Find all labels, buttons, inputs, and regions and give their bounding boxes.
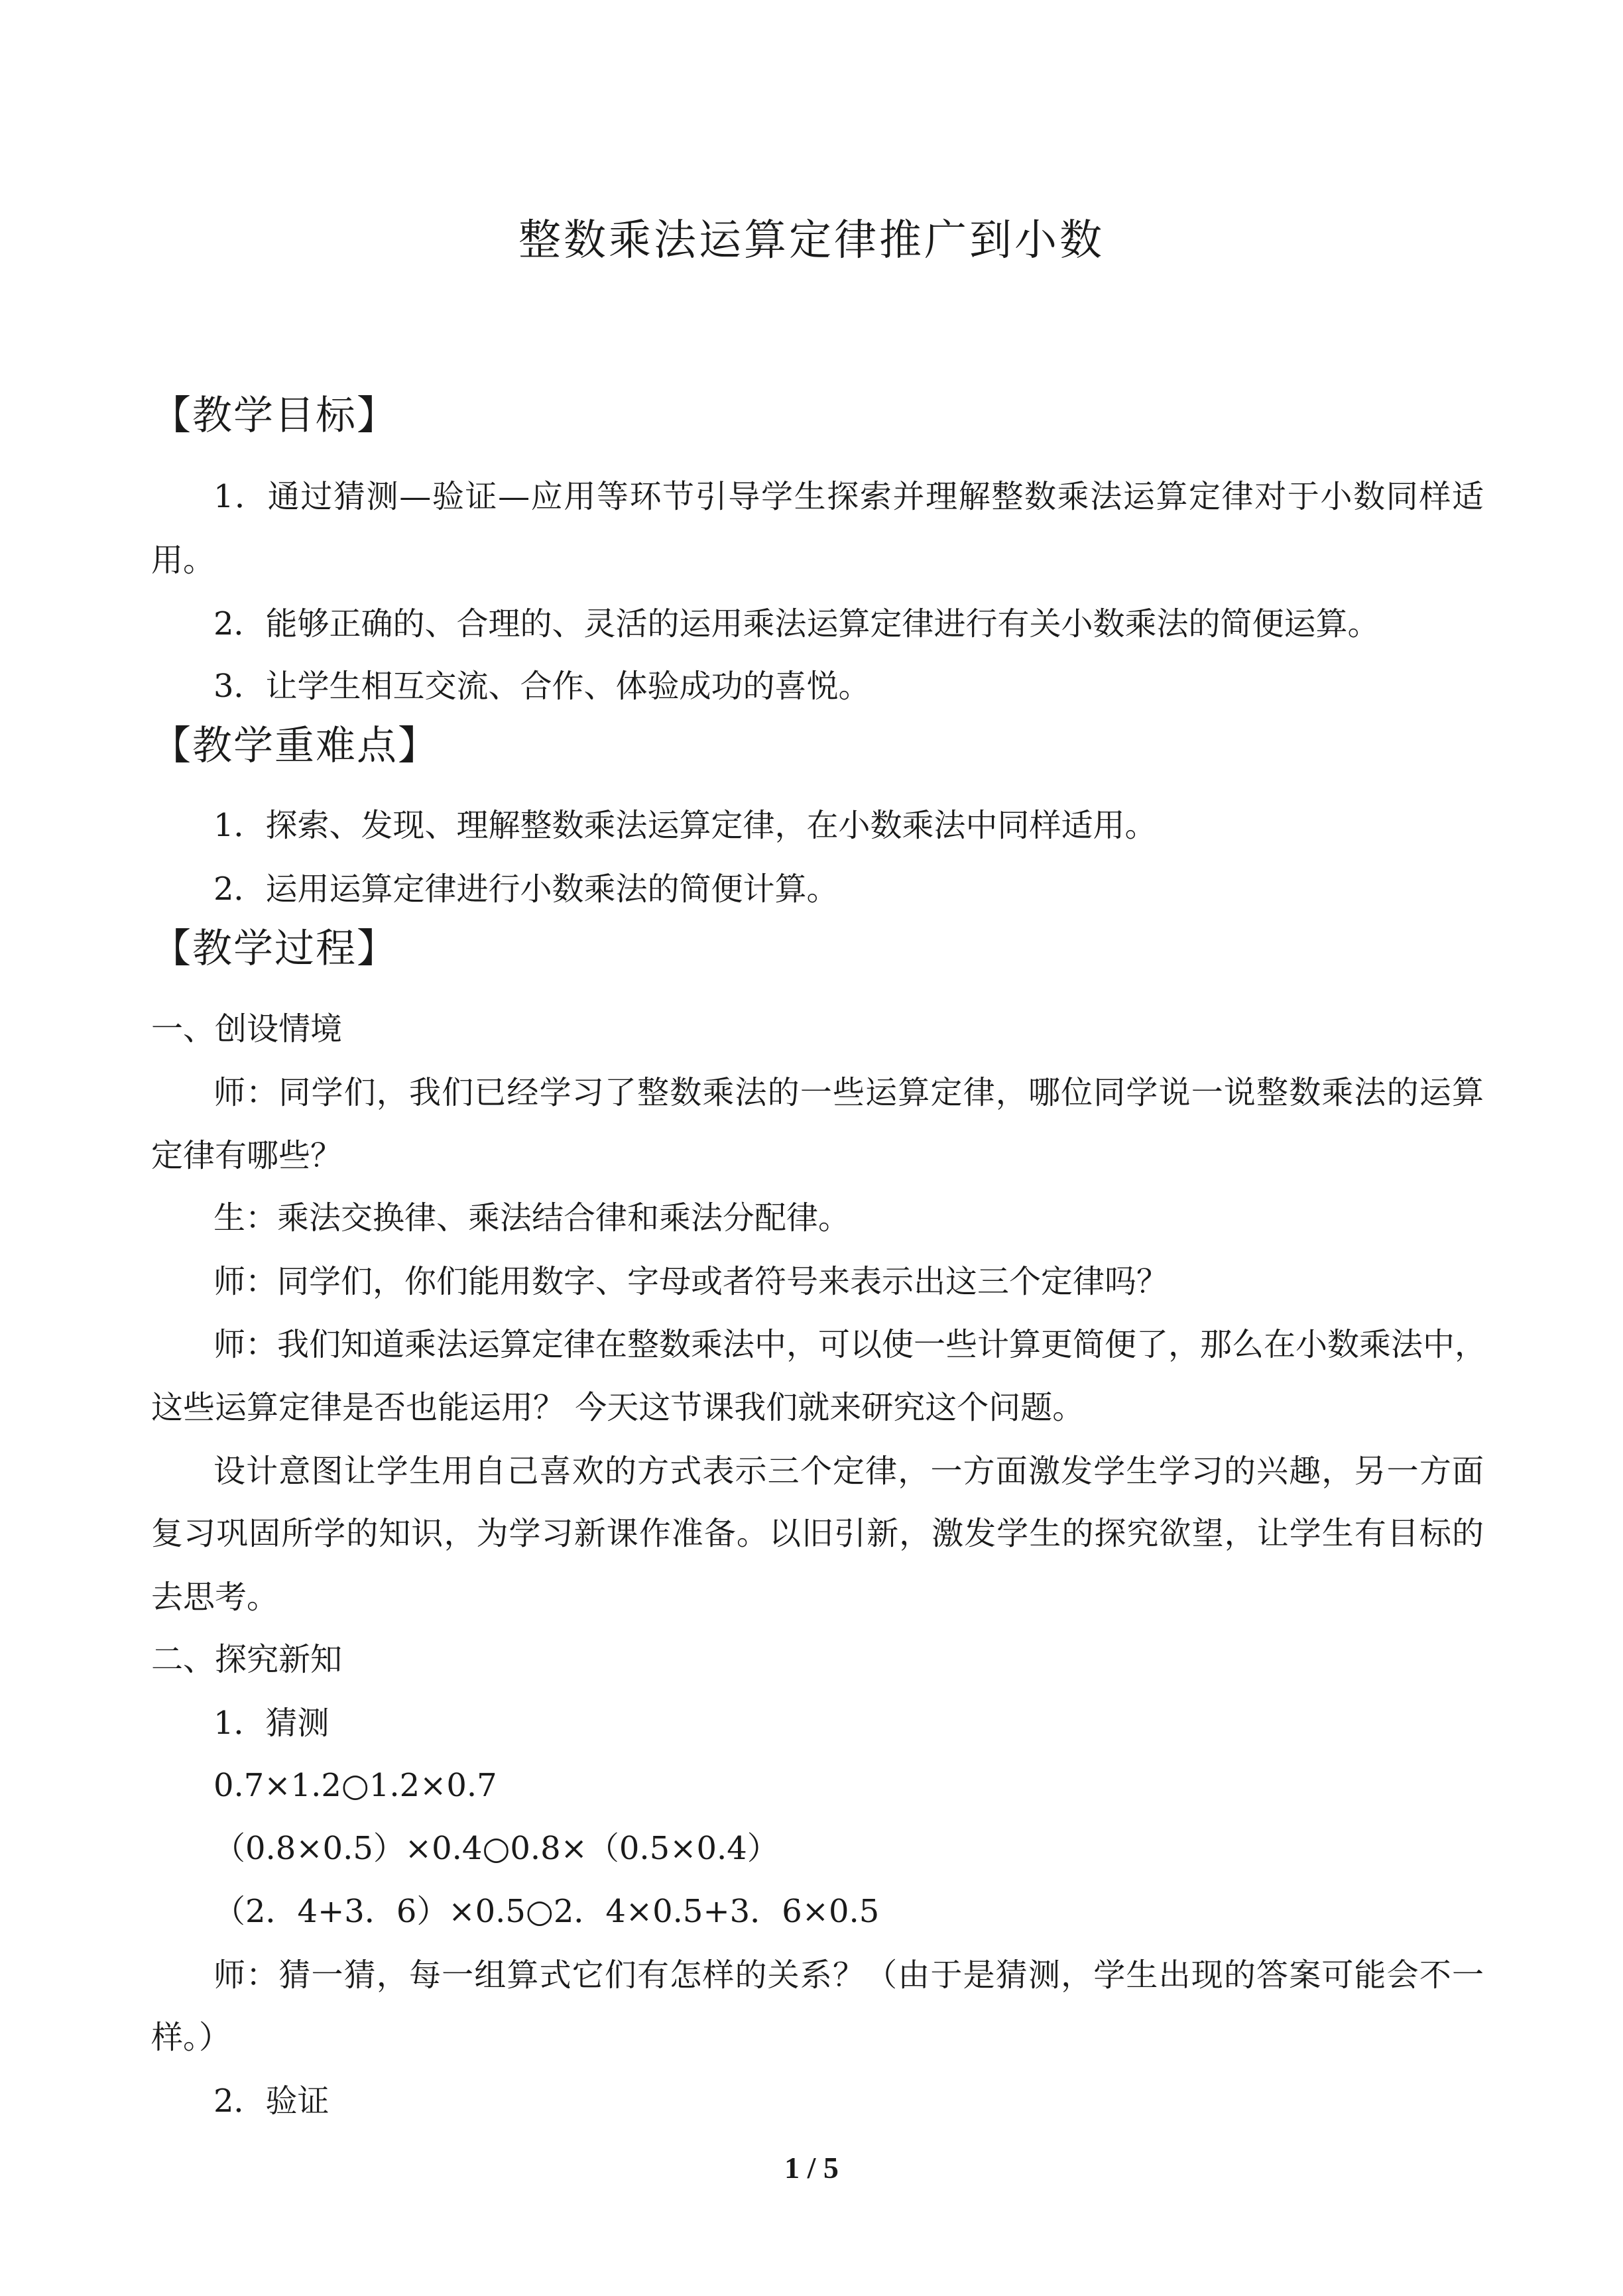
equation-line: （0.8×0.5）×0.4○0.8×（0.5×0.4）: [213, 1830, 779, 1867]
paragraph-line: 去思考。: [151, 1579, 279, 1616]
paragraph-line: 用。: [151, 542, 215, 579]
paragraph-line: 定律有哪些？: [151, 1137, 343, 1174]
document-title: 整数乘法运算定律推广到小数: [518, 216, 1105, 265]
step-heading: 1．猜测: [213, 1705, 330, 1742]
page-number: 1 / 5: [784, 2151, 839, 2185]
paragraph-line: 1．通过猜测—验证—应用等环节引导学生探索并理解整数乘法运算定律对于小数同样适: [213, 478, 1484, 515]
paragraph-line: 师：猜一猜，每一组算式它们有怎样的关系？（由于是猜测，学生出现的答案可能会不一: [213, 1957, 1484, 1994]
section-heading-process: 【教学过程】: [151, 926, 398, 972]
section-heading-key-points: 【教学重难点】: [151, 723, 439, 769]
paragraph-line: 复习巩固所学的知识，为学习新课作准备。以旧引新，激发学生的探究欲望，让学生有目标的: [151, 1515, 1484, 1552]
paragraph-line: 师：我们知道乘法运算定律在整数乘法中，可以使一些计算更简便了，那么在小数乘法中，: [213, 1326, 1487, 1363]
step-heading: 2．验证: [213, 2083, 330, 2120]
section-heading-objectives: 【教学目标】: [151, 393, 398, 439]
paragraph-line: 样。）: [151, 2019, 231, 2056]
paragraph-line: 师：同学们，你们能用数字、字母或者符号来表示出这三个定律吗？: [213, 1263, 1169, 1300]
paragraph-line: 生：乘法交换律、乘法结合律和乘法分配律。: [213, 1199, 851, 1237]
subsection-heading: 二、探究新知: [151, 1641, 343, 1678]
equation-line: 0.7×1.2○1.2×0.7: [213, 1767, 497, 1804]
paragraph-line: 设计意图让学生用自己喜欢的方式表示三个定律，一方面激发学生学习的兴趣，另一方面: [213, 1453, 1484, 1490]
paragraph-line: 1．探索、发现、理解整数乘法运算定律，在小数乘法中同样适用。: [213, 807, 1157, 844]
paragraph-line: 这些运算定律是否也能运用？ 今天这节课我们就来研究这个问题。: [151, 1389, 1085, 1426]
paragraph-line: 师：同学们，我们已经学习了整数乘法的一些运算定律，哪位同学说一说整数乘法的运算: [213, 1074, 1484, 1111]
subsection-heading: 一、创设情境: [151, 1010, 343, 1048]
equation-line: （2．4+3．6）×0.5○2．4×0.5+3．6×0.5: [213, 1893, 880, 1930]
paragraph-line: 3．让学生相互交流、合作、体验成功的喜悦。: [213, 668, 871, 705]
paragraph-line: 2．能够正确的、合理的、灵活的运用乘法运算定律进行有关小数乘法的简便运算。: [213, 605, 1380, 642]
paragraph-line: 2．运用运算定律进行小数乘法的简便计算。: [213, 871, 839, 908]
